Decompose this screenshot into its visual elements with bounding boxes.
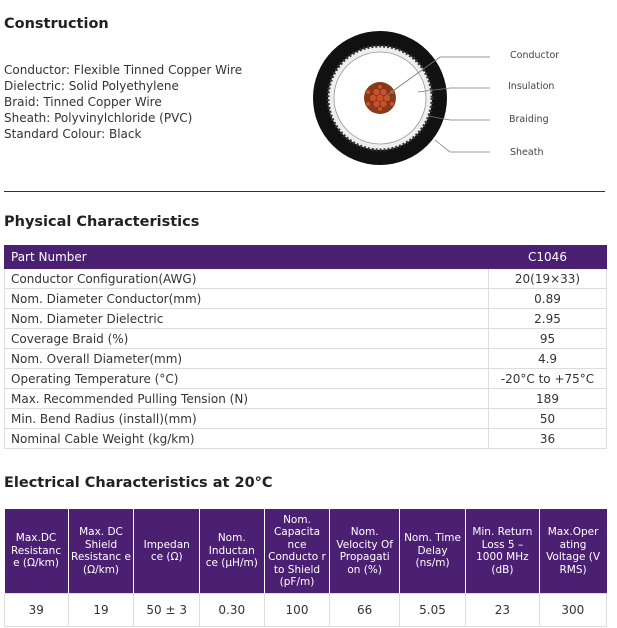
row-value: 50 <box>489 409 607 429</box>
row-label: Conductor Configuration(AWG) <box>5 269 489 289</box>
row-label: Min. Bend Radius (install)(mm) <box>5 409 489 429</box>
cell-value: 39 <box>5 594 69 627</box>
cable-cross-section-diagram <box>300 30 610 174</box>
table-header-row <box>5 246 607 269</box>
col-header: Nom. Velocity Of Propagati on (%) <box>330 509 399 594</box>
row-label: Coverage Braid (%) <box>5 329 489 349</box>
cell-value: 5.05 <box>399 594 465 627</box>
table-header-row <box>5 509 607 594</box>
part-number-label: Part Number <box>5 246 489 269</box>
physical-characteristics-table <box>4 245 607 449</box>
section-divider <box>4 191 605 192</box>
row-label: Nom. Overall Diameter(mm) <box>5 349 489 369</box>
col-header: Nom. Capacita nce Conducto r to Shield (pF/m) <box>264 509 330 594</box>
electrical-title: Electrical Characteristics at 20°C <box>4 475 273 491</box>
table-row <box>5 269 607 289</box>
col-header: Max.DC Resistanc e (Ω/km) <box>5 509 69 594</box>
diagram-label-sheath: Sheath <box>510 147 544 158</box>
table-row <box>5 309 607 329</box>
row-value: 20(19×33) <box>489 269 607 289</box>
table-row <box>5 389 607 409</box>
col-header: Min. Return Loss 5 – 1000 MHz (dB) <box>466 509 540 594</box>
row-label: Nominal Cable Weight (kg/km) <box>5 429 489 449</box>
construction-title: Construction <box>4 16 109 32</box>
diagram-label-braiding: Braiding <box>509 114 549 125</box>
spec-dielectric: Dielectric: Solid Polyethylene <box>4 79 179 93</box>
spec-braid: Braid: Tinned Copper Wire <box>4 95 162 109</box>
spec-conductor: Conductor: Flexible Tinned Copper Wire <box>4 63 243 77</box>
row-label: Operating Temperature (°C) <box>5 369 489 389</box>
row-value: 2.95 <box>489 309 607 329</box>
part-number-value: C1046 <box>489 246 607 269</box>
construction-specs <box>4 62 242 142</box>
physical-title: Physical Characteristics <box>4 214 200 230</box>
col-header: Nom. Time Delay (ns/m) <box>399 509 465 594</box>
table-row <box>5 429 607 449</box>
row-value: 4.9 <box>489 349 607 369</box>
cell-value: 66 <box>330 594 399 627</box>
spec-colour: Standard Colour: Black <box>4 127 142 141</box>
row-value: -20°C to +75°C <box>489 369 607 389</box>
table-row <box>5 409 607 429</box>
cell-value: 0.30 <box>199 594 264 627</box>
table-row <box>5 349 607 369</box>
col-header: Nom. Inductan ce (μH/m) <box>199 509 264 594</box>
cell-value: 23 <box>466 594 540 627</box>
table-row <box>5 289 607 309</box>
row-label: Nom. Diameter Conductor(mm) <box>5 289 489 309</box>
diagram-label-conductor: Conductor <box>510 50 560 61</box>
cell-value: 100 <box>264 594 330 627</box>
col-header: Max.Oper ating Voltage (V RMS) <box>539 509 606 594</box>
table-row <box>5 369 607 389</box>
row-value: 36 <box>489 429 607 449</box>
row-value: 95 <box>489 329 607 349</box>
row-value: 189 <box>489 389 607 409</box>
cable-cross-section-image <box>300 30 610 170</box>
col-header: Max. DC Shield Resistanc e (Ω/km) <box>68 509 134 594</box>
electrical-characteristics-table <box>4 509 607 627</box>
row-value: 0.89 <box>489 289 607 309</box>
cell-value: 50 ± 3 <box>134 594 200 627</box>
table-row <box>5 594 607 627</box>
cell-value: 300 <box>539 594 606 627</box>
cell-value: 19 <box>68 594 134 627</box>
col-header: Impedan ce (Ω) <box>134 509 200 594</box>
table-row <box>5 329 607 349</box>
spec-sheath: Sheath: Polyvinylchloride (PVC) <box>4 111 193 125</box>
row-label: Max. Recommended Pulling Tension (N) <box>5 389 489 409</box>
diagram-label-insulation: Insulation <box>508 81 555 92</box>
row-label: Nom. Diameter Dielectric <box>5 309 489 329</box>
